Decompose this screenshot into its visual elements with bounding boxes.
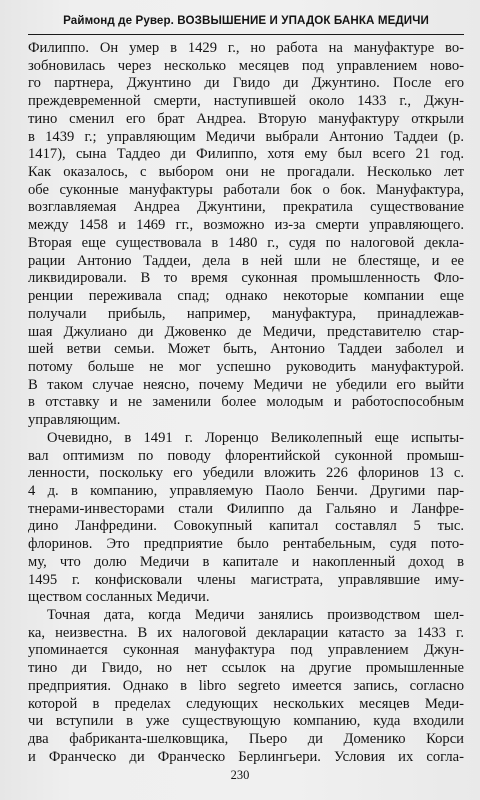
paragraph-end-line: ществом сосланных Медичи. [28, 589, 210, 606]
page-number: 230 [230, 768, 250, 782]
running-head: Раймонд де Рувер. ВОЗВЫШЕНИЕ И УПАДОК БАНКА МЕДИЧИ [63, 14, 429, 27]
text-line: флоринов. Это предприятие было рентабельным, судя пото- [28, 536, 464, 553]
text-line: дино Ланфредини. Совокупный капитал составлял 5 тыс. [28, 518, 464, 535]
text-line: шая Джулиано ди Джовенко де Медичи, представителю стар- [28, 323, 464, 340]
text-line: чи вступили в уже существующую компанию, куда входили [28, 713, 464, 730]
text-line: тино сменил его брат Андреа. Вторую мануфактуру открыли [28, 110, 464, 127]
text-line: ликвидировали. В то время суконная промышленность Фло- [28, 270, 464, 287]
text-line: ка, неизвестна. В их налоговой декларации катасто за 1433 г. [28, 624, 464, 641]
paragraph-start-line: Очевидно, в 1491 г. Лоренцо Великолепный еще испыты- [47, 429, 464, 446]
text-line: тнерами-инвесторами стали Филиппо да Гальяно и Ланфре- [28, 500, 464, 517]
text-line: шей ветви семьи. Может быть, Антонио Таддеи заболел и [28, 341, 464, 358]
text-line: получали прибыль, например, мануфактура, принадлежав- [28, 305, 464, 322]
text-line: обе суконные мануфактуры работали бок о бок. Мануфактура, [28, 181, 464, 198]
text-line: возглавляемая Андреа Джунтини, прекратила существование [28, 199, 464, 216]
text-line: Филиппо. Он умер в 1429 г., но работа на мануфактуре во- [28, 40, 464, 56]
text-line: Как оказалось, с выбором они не прогадали. Несколько лет [28, 164, 464, 181]
paragraph-end-line: управляющим. [28, 412, 121, 429]
text-line: ленности, поскольку его убедили вложить 226 флоринов 13 с. [28, 465, 464, 482]
text-line: 1417), сына Таддео ди Филиппо, хотя ему был всего 21 год. [28, 146, 464, 163]
text-line: упоминается суконная мануфактура под управлением Джун- [28, 642, 464, 659]
text-line: 4 д. в компанию, управляемую Паоло Бенчи. Другими пар- [28, 482, 464, 499]
text-line: два фабриканта-шелковщика, Пьеро ди Доменико Корси [28, 731, 464, 748]
text-line: потому больше не мог успешно руководить мануфактурой. [28, 358, 464, 375]
text-line: 1495 г. конфисковали члены магистрата, управлявшие иму- [28, 571, 464, 588]
text-line: му, что долю Медичи в капитале и накопленный доход в [28, 553, 464, 570]
text-line: в 1439 г.; управляющим Медичи выбрали Антонио Таддеи (р. [28, 128, 464, 145]
text-line: и Франческо ди Франческо Берлингьери. Условия их согла- [28, 748, 464, 765]
text-line: зобновилась через несколько месяцев под управлением ново- [28, 57, 464, 74]
text-line: которой в пределах следующих нескольких месяцев Меди- [28, 695, 464, 712]
text-line: между 1458 и 1469 гг., возможно из-за смерти управляющего. [28, 217, 464, 234]
text-line: рации Антонио Таддеи, дела в ней шли не блестяще, и ее [28, 252, 464, 269]
body-text [28, 40, 464, 766]
text-line: го партнера, Джунтино ди Гвидо ди Джунтино. После его [28, 75, 464, 92]
text-line: преждевременной смерти, наступившей около 1433 г., Джун- [28, 93, 464, 110]
paragraph-start-line: Точная дата, когда Медичи занялись производством шел- [47, 607, 464, 623]
text-line: вал оптимизм по поводу флорентийской суконной промыш- [28, 447, 464, 464]
text-line: предприятия. Однако в libro segreto имеется запись, согласно [28, 677, 464, 694]
text-line: В таком случае неясно, почему Медичи не убедили его выйти [28, 376, 464, 393]
text-line: тино ди Гвидо, но нет ссылок на другие промышленные [28, 660, 464, 677]
text-line: ренции переживала спад; однако некоторые компании еще [28, 288, 464, 305]
header-rule [28, 34, 464, 35]
text-line: в отставку и не заменили более молодым и работоспособным [28, 394, 464, 411]
text-line: Вторая еще существовала в 1480 г., судя по налоговой декла- [28, 234, 464, 251]
